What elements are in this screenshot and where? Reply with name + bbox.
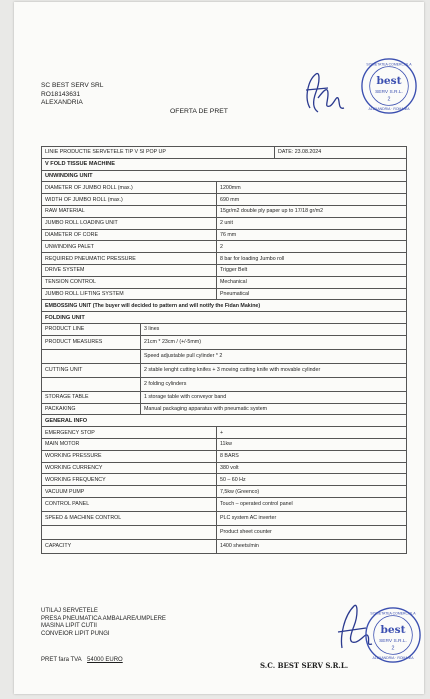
document-title: OFERTA DE PRET xyxy=(170,108,228,115)
section-header-folding: FOLDING UNIT xyxy=(42,312,407,324)
spec-value: 1 storage table with conveyor band xyxy=(141,391,407,403)
specification-table xyxy=(41,146,407,554)
spec-label: RAW MATERIAL xyxy=(42,205,217,217)
embossing-label: EMBOSSING UNIT xyxy=(45,302,92,309)
table-row xyxy=(42,525,407,539)
table-row xyxy=(42,427,407,439)
spec-value: 21cm * 23cm / (+/-5mm) xyxy=(141,335,407,349)
spec-label: JUMBO ROLL LOADING UNIT xyxy=(42,217,217,229)
included-equipment-list xyxy=(41,608,166,638)
svg-text:ALEXANDRIA · ROMANIA: ALEXANDRIA · ROMANIA xyxy=(372,656,414,661)
list-item: PRESA PNEUMATICA AMBALARE/UMPLERE xyxy=(41,615,166,622)
signature-top xyxy=(298,68,356,120)
list-item: MASINA LIPIT CUTII xyxy=(41,623,97,630)
spec-value: 2 xyxy=(217,241,407,253)
spec-value: 3 lines xyxy=(141,323,407,335)
table-row xyxy=(42,264,407,276)
embossing-note: (The buyer will decided to pattern and will notify the Fidan Makine) xyxy=(92,302,261,309)
spec-value: 380 volt xyxy=(217,462,407,474)
spec-label: WIDTH OF JUMBO ROLL (max.) xyxy=(42,194,217,206)
table-row xyxy=(42,182,407,194)
spec-value: 11kw xyxy=(217,438,407,450)
spec-value: 8 bar for loading Jumbo roll xyxy=(217,253,407,265)
table-row xyxy=(42,438,407,450)
svg-text:best: best xyxy=(380,623,406,637)
table-row xyxy=(42,450,407,462)
spec-label: DRIVE SYSTEM xyxy=(42,264,217,276)
section-header-general: GENERAL INFO xyxy=(42,415,407,427)
table-row xyxy=(42,170,407,182)
svg-text:best: best xyxy=(376,74,402,88)
spec-value: Mechanical xyxy=(217,276,407,288)
company-name: SC BEST SERV SRL xyxy=(41,82,104,89)
table-row xyxy=(42,217,407,229)
spec-value: PLC system AC inverter xyxy=(217,511,407,525)
table-row xyxy=(42,486,407,498)
spec-label: WORKING CURRENCY xyxy=(42,462,217,474)
machine-title: V FOLD TISSUE MACHINE xyxy=(42,158,407,170)
table-row xyxy=(42,253,407,265)
spec-label: WORKING PRESSURE xyxy=(42,450,217,462)
table-row xyxy=(42,205,407,217)
spec-label: REQUIRED PNEUMATIC PRESSURE xyxy=(42,253,217,265)
company-block xyxy=(41,82,103,108)
svg-text:SOCIETATEA COMERCIALA: SOCIETATEA COMERCIALA xyxy=(366,62,412,67)
embossing-unit-row xyxy=(42,300,407,312)
svg-text:SOCIETATEA COMERCIALA: SOCIETATEA COMERCIALA xyxy=(370,611,416,616)
table-row xyxy=(42,415,407,427)
footer-company-name: S.C. BEST SERV S.R.L. xyxy=(260,661,349,670)
spec-label: UNWINDING PALET xyxy=(42,241,217,253)
table-row xyxy=(42,147,407,159)
spec-value: 1400 sheets/min xyxy=(217,539,407,553)
spec-label: WORKING FREQUENCY xyxy=(42,474,217,486)
line-title: LINIE PRODUCTIE SERVETELE TIP V SI POP UP xyxy=(42,147,275,159)
spec-value: 1200mm xyxy=(217,182,407,194)
table-row xyxy=(42,312,407,324)
table-row xyxy=(42,497,407,511)
table-row xyxy=(42,276,407,288)
spec-value: + xyxy=(217,427,407,439)
spec-value: 7,5kw (Greenco) xyxy=(217,486,407,498)
table-row xyxy=(42,288,407,300)
table-row xyxy=(42,194,407,206)
company-stamp-bottom xyxy=(364,606,422,664)
table-row xyxy=(42,539,407,553)
spec-label: SPEED & MACHINE CONTROL xyxy=(42,511,217,525)
spec-value: Speed adjustable pull cylinder * 2 xyxy=(141,349,407,363)
spec-value: 76 mm xyxy=(217,229,407,241)
company-reg-no: RO18143631 xyxy=(41,90,81,98)
spec-label: PRODUCT MEASURES xyxy=(42,335,141,349)
spec-label: JUMBO ROLL LIFTING SYSTEM xyxy=(42,288,217,300)
spec-value: 15gr/m2 double ply paper up to 17/18 gr/m2 xyxy=(217,205,407,217)
offer-document-page xyxy=(14,2,424,694)
spec-label: CONTROL PANEL xyxy=(42,497,217,511)
company-stamp-top xyxy=(360,57,418,115)
spec-value: Trigger Belt xyxy=(217,264,407,276)
spec-label: STORAGE TABLE xyxy=(42,391,141,403)
spec-value: 8 BARS xyxy=(217,450,407,462)
section-header-unwinding: UNWINDING UNIT xyxy=(42,170,407,182)
spec-label xyxy=(42,525,217,539)
table-row xyxy=(42,229,407,241)
offer-date: DATE: 23.08.2024 xyxy=(275,147,407,159)
svg-text:ALEXANDRIA · ROMANIA: ALEXANDRIA · ROMANIA xyxy=(368,107,410,112)
price-line xyxy=(41,657,123,663)
spec-label: EMERGENCY STOP xyxy=(42,427,217,439)
spec-label: TENSION CONTROL xyxy=(42,276,217,288)
table-row xyxy=(42,158,407,170)
table-row xyxy=(42,462,407,474)
spec-label: PACKAKING xyxy=(42,403,141,415)
spec-value: 2 folding cylinders xyxy=(141,377,407,391)
svg-text:2: 2 xyxy=(387,96,391,103)
spec-value: 2 stable lenght cutting knifes + 3 moving cutting knife with movable cylinder xyxy=(141,363,407,377)
spec-label: MAIN MOTOR xyxy=(42,438,217,450)
company-city: ALEXANDRIA xyxy=(41,99,83,107)
svg-text:2: 2 xyxy=(391,645,395,652)
table-row xyxy=(42,241,407,253)
svg-text:SERV S.R.L.: SERV S.R.L. xyxy=(379,638,407,644)
spec-value: 50 – 60 Hz xyxy=(217,474,407,486)
table-row xyxy=(42,377,407,391)
spec-label: CAPACITY xyxy=(42,539,217,553)
spec-label: CUTTING UNIT xyxy=(42,363,141,377)
table-row xyxy=(42,511,407,525)
spec-label: VACUUM PUMP xyxy=(42,486,217,498)
spec-value: 690 mm xyxy=(217,194,407,206)
spec-label: DIAMETER OF JUMBO ROLL (max.) xyxy=(42,182,217,194)
svg-text:SERV S.R.L.: SERV S.R.L. xyxy=(375,89,403,95)
table-row xyxy=(42,323,407,335)
spec-value: 2 unit xyxy=(217,217,407,229)
spec-value: Product sheet counter xyxy=(217,525,407,539)
table-row xyxy=(42,363,407,377)
table-row xyxy=(42,300,407,312)
spec-value: Pneumatical xyxy=(217,288,407,300)
list-item: CONVEIOR LIPIT PUNGI xyxy=(41,630,110,637)
table-row xyxy=(42,403,407,415)
table-row xyxy=(42,335,407,349)
list-item: UTILAJ SERVETELE xyxy=(41,608,98,614)
price-amount: 54000 EURO xyxy=(87,657,123,663)
spec-value: Manual packaging apparatus with pneumatic system xyxy=(141,403,407,415)
spec-label: DIAMETER OF CORE xyxy=(42,229,217,241)
table-row xyxy=(42,391,407,403)
table-row xyxy=(42,474,407,486)
table-row xyxy=(42,349,407,363)
spec-value: Touch – operated control panel xyxy=(217,497,407,511)
price-label: PRET fara TVA xyxy=(41,657,82,663)
spec-label: PRODUCT LINE xyxy=(42,323,141,335)
